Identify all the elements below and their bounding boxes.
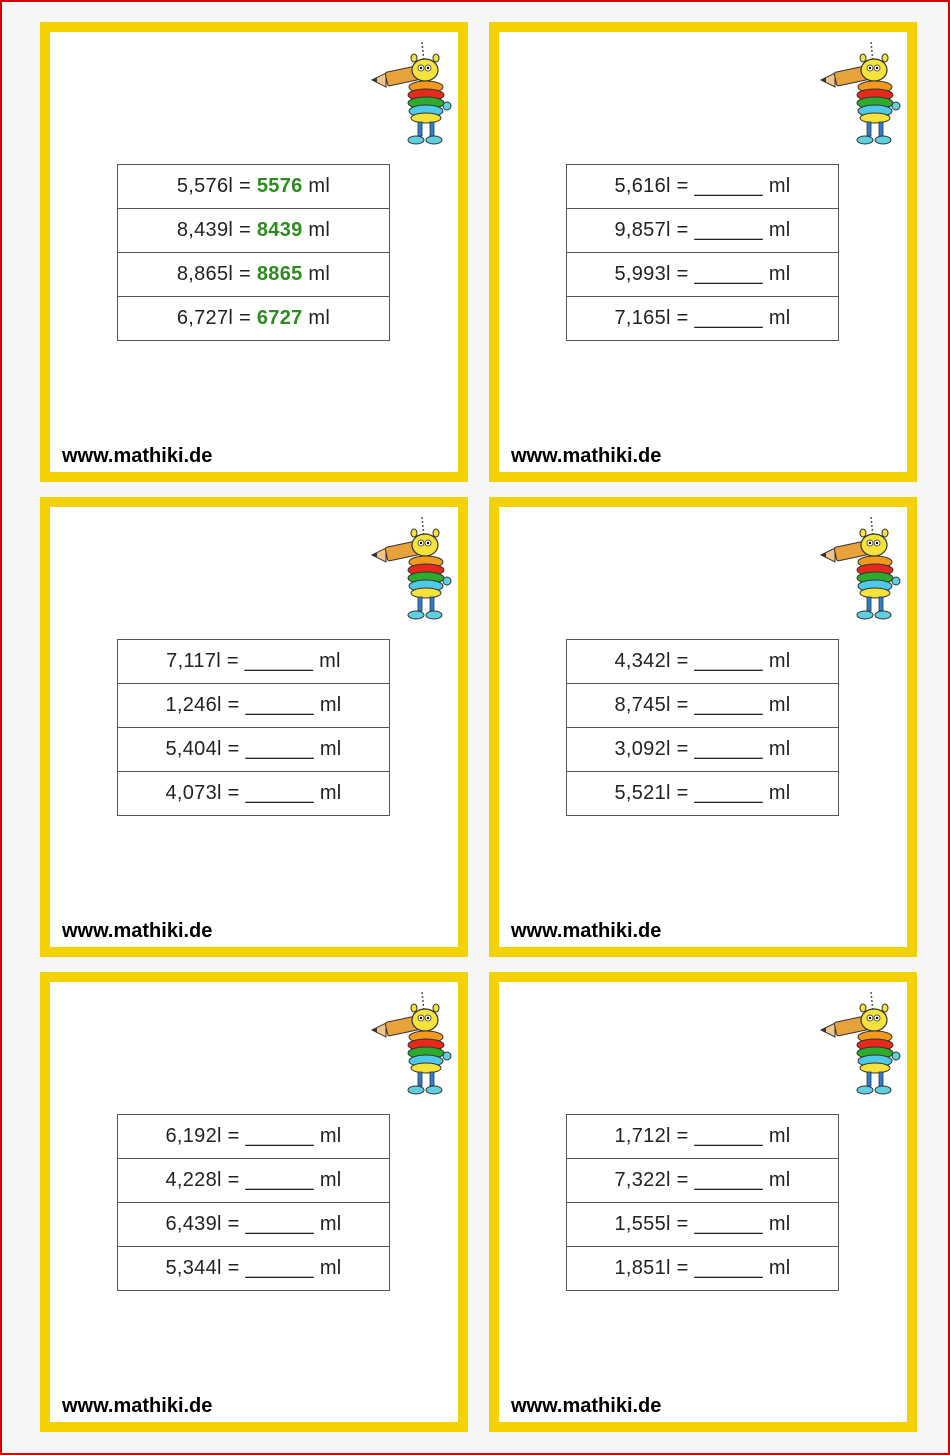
conversion-cell: 8,865l = 8865 ml <box>118 253 390 297</box>
conversion-row <box>118 1247 390 1291</box>
conversion-row <box>118 640 390 684</box>
unit-label: ml <box>319 1125 342 1147</box>
conversion-cell: 4,228l = ______ ml <box>118 1159 390 1203</box>
conversion-row <box>567 1159 839 1203</box>
site-footer-link[interactable]: www.mathiki.de <box>62 1395 213 1417</box>
unit-label: ml <box>768 1213 791 1235</box>
unit-label: ml <box>768 782 791 804</box>
liters-value: 5,993l <box>614 263 671 285</box>
answer-value: 5576 <box>256 175 303 197</box>
conversion-cell: 4,073l = ______ ml <box>118 772 390 816</box>
answer-blank[interactable]: ______ <box>245 694 314 716</box>
unit-label: ml <box>768 694 791 716</box>
liters-value: 1,246l <box>165 694 222 716</box>
answer-blank[interactable]: ______ <box>694 738 763 760</box>
conversion-table <box>566 1114 839 1291</box>
answer-blank[interactable]: ______ <box>244 650 314 672</box>
liters-value: 6,439l <box>165 1213 222 1235</box>
conversion-row <box>118 1115 390 1159</box>
conversion-row <box>567 165 839 209</box>
conversion-table <box>117 1114 390 1291</box>
answer-blank[interactable]: ______ <box>245 1213 314 1235</box>
unit-label: ml <box>768 219 791 241</box>
exercise-card <box>489 972 917 1432</box>
liters-value: 8,439l <box>176 219 234 241</box>
conversion-table <box>117 164 390 341</box>
site-footer-link[interactable]: www.mathiki.de <box>511 445 662 467</box>
conversion-cell: 7,165l = ______ ml <box>567 297 839 341</box>
conversion-row <box>118 1159 390 1203</box>
conversion-row <box>567 209 839 253</box>
answer-blank[interactable]: ______ <box>694 307 763 329</box>
answer-blank[interactable]: ______ <box>245 1169 314 1191</box>
liters-value: 8,745l <box>614 694 671 716</box>
conversion-cell: 4,342l = ______ ml <box>567 640 839 684</box>
unit-label: ml <box>768 1125 791 1147</box>
unit-label: ml <box>308 307 331 329</box>
conversion-cell: 6,192l = ______ ml <box>118 1115 390 1159</box>
site-footer-link[interactable]: www.mathiki.de <box>62 920 213 942</box>
conversion-row <box>118 297 390 341</box>
unit-label: ml <box>308 175 331 197</box>
conversion-cell: 5,616l = ______ ml <box>567 165 839 209</box>
answer-blank[interactable]: ______ <box>694 650 763 672</box>
conversion-cell: 6,727l = 6727 ml <box>118 297 390 341</box>
conversion-table <box>566 639 839 816</box>
answer-blank[interactable]: ______ <box>694 1213 763 1235</box>
exercise-card <box>40 497 468 957</box>
unit-label: ml <box>319 782 342 804</box>
liters-value: 7,165l <box>614 307 671 329</box>
conversion-table <box>566 164 839 341</box>
mascot-icon <box>370 990 460 1110</box>
conversion-row <box>567 253 839 297</box>
unit-label: ml <box>319 650 341 672</box>
conversion-cell: 1,555l = ______ ml <box>567 1203 839 1247</box>
unit-label: ml <box>319 738 342 760</box>
unit-label: ml <box>308 263 331 285</box>
conversion-row <box>567 728 839 772</box>
liters-value: 1,555l <box>614 1213 671 1235</box>
unit-label: ml <box>319 694 342 716</box>
answer-blank[interactable]: ______ <box>245 1257 314 1279</box>
conversion-cell: 5,576l = 5576 ml <box>118 165 390 209</box>
answer-blank[interactable]: ______ <box>694 263 763 285</box>
mascot-icon <box>819 990 909 1110</box>
conversion-table <box>117 639 390 816</box>
exercise-card <box>40 22 468 482</box>
answer-blank[interactable]: ______ <box>694 1125 763 1147</box>
conversion-cell: 5,521l = ______ ml <box>567 772 839 816</box>
liters-value: 5,404l <box>165 738 222 760</box>
liters-value: 6,192l <box>165 1125 222 1147</box>
conversion-row <box>118 209 390 253</box>
answer-value: 8439 <box>256 219 303 241</box>
liters-value: 7,322l <box>614 1169 671 1191</box>
liters-value: 1,712l <box>614 1125 671 1147</box>
answer-blank[interactable]: ______ <box>694 175 763 197</box>
site-footer-link[interactable]: www.mathiki.de <box>511 1395 662 1417</box>
conversion-cell: 5,344l = ______ ml <box>118 1247 390 1291</box>
liters-value: 3,092l <box>614 738 671 760</box>
exercise-card <box>489 497 917 957</box>
liters-value: 6,727l <box>176 307 234 329</box>
mascot-icon <box>370 515 460 635</box>
conversion-cell: 5,404l = ______ ml <box>118 728 390 772</box>
conversion-row <box>567 1247 839 1291</box>
conversion-cell: 1,246l = ______ ml <box>118 684 390 728</box>
exercise-card <box>489 22 917 482</box>
conversion-cell: 7,117l = ______ ml <box>118 640 390 684</box>
answer-blank[interactable]: ______ <box>694 1257 763 1279</box>
answer-blank[interactable]: ______ <box>245 738 314 760</box>
unit-label: ml <box>768 738 791 760</box>
liters-value: 4,342l <box>614 650 671 672</box>
answer-blank[interactable]: ______ <box>694 219 763 241</box>
unit-label: ml <box>768 1257 791 1279</box>
conversion-cell: 7,322l = ______ ml <box>567 1159 839 1203</box>
conversion-row <box>567 297 839 341</box>
liters-value: 4,073l <box>165 782 222 804</box>
conversion-row <box>118 165 390 209</box>
answer-blank[interactable]: ______ <box>245 782 314 804</box>
liters-value: 5,521l <box>614 782 671 804</box>
answer-blank[interactable]: ______ <box>694 1169 763 1191</box>
conversion-cell: 1,851l = ______ ml <box>567 1247 839 1291</box>
liters-value: 5,344l <box>165 1257 222 1279</box>
site-footer-link[interactable]: www.mathiki.de <box>62 445 213 467</box>
conversion-cell: 8,439l = 8439 ml <box>118 209 390 253</box>
conversion-row <box>118 253 390 297</box>
answer-blank[interactable]: ______ <box>694 782 763 804</box>
unit-label: ml <box>319 1257 342 1279</box>
conversion-row <box>118 772 390 816</box>
mascot-icon <box>370 40 460 160</box>
unit-label: ml <box>768 1169 791 1191</box>
conversion-row <box>567 772 839 816</box>
conversion-cell: 9,857l = ______ ml <box>567 209 839 253</box>
conversion-row <box>567 1115 839 1159</box>
liters-value: 5,616l <box>614 175 671 197</box>
exercise-card <box>40 972 468 1432</box>
liters-value: 9,857l <box>614 219 671 241</box>
unit-label: ml <box>768 263 791 285</box>
unit-label: ml <box>768 175 791 197</box>
unit-label: ml <box>319 1213 342 1235</box>
unit-label: ml <box>768 650 791 672</box>
liters-value: 8,865l <box>176 263 234 285</box>
conversion-cell: 5,993l = ______ ml <box>567 253 839 297</box>
unit-label: ml <box>308 219 331 241</box>
unit-label: ml <box>319 1169 342 1191</box>
conversion-row <box>118 1203 390 1247</box>
unit-label: ml <box>768 307 791 329</box>
answer-blank[interactable]: ______ <box>694 694 763 716</box>
conversion-row <box>118 684 390 728</box>
answer-blank[interactable]: ______ <box>245 1125 314 1147</box>
conversion-row <box>118 728 390 772</box>
liters-value: 5,576l <box>176 175 234 197</box>
conversion-row <box>567 1203 839 1247</box>
conversion-cell: 1,712l = ______ ml <box>567 1115 839 1159</box>
mascot-icon <box>819 40 909 160</box>
conversion-cell: 8,745l = ______ ml <box>567 684 839 728</box>
conversion-cell: 6,439l = ______ ml <box>118 1203 390 1247</box>
conversion-cell: 3,092l = ______ ml <box>567 728 839 772</box>
liters-value: 7,117l <box>166 650 221 672</box>
liters-value: 4,228l <box>165 1169 222 1191</box>
answer-value: 8865 <box>256 263 303 285</box>
site-footer-link[interactable]: www.mathiki.de <box>511 920 662 942</box>
mascot-icon <box>819 515 909 635</box>
liters-value: 1,851l <box>614 1257 671 1279</box>
answer-value: 6727 <box>256 307 303 329</box>
conversion-row <box>567 640 839 684</box>
conversion-row <box>567 684 839 728</box>
